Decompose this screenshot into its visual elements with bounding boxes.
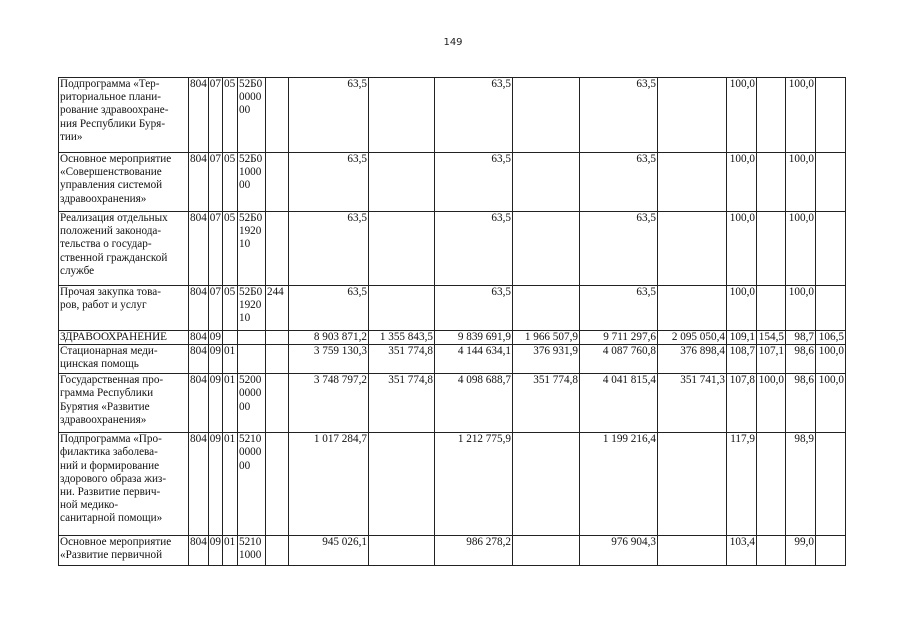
- cell-ministry: 804: [189, 78, 209, 153]
- cell-percent-1: 100,0: [726, 286, 756, 331]
- table-row: [59, 153, 846, 212]
- cell-vr: [265, 433, 288, 536]
- cell-target: [237, 345, 265, 374]
- cell-value-2: [368, 433, 434, 536]
- cell-percent-2: [756, 286, 785, 331]
- cell-value-4: 1 966 507,9: [512, 331, 579, 345]
- cell-value-5: 976 904,3: [579, 536, 657, 566]
- cell-ministry: 804: [189, 153, 209, 212]
- cell-subsection: 05: [222, 153, 237, 212]
- cell-percent-1: 100,0: [726, 212, 756, 286]
- cell-value-4: [512, 78, 579, 153]
- cell-value-5: 63,5: [579, 78, 657, 153]
- cell-value-6: [657, 286, 726, 331]
- cell-percent-4: [815, 78, 845, 153]
- cell-value-2: 351 774,8: [368, 374, 434, 433]
- cell-value-6: 351 741,3: [657, 374, 726, 433]
- cell-percent-3: 98,6: [785, 374, 815, 433]
- cell-subsection: 05: [222, 286, 237, 331]
- cell-percent-1: 117,9: [726, 433, 756, 536]
- cell-percent-2: 107,1: [756, 345, 785, 374]
- cell-value-4: [512, 433, 579, 536]
- cell-value-2: [368, 153, 434, 212]
- cell-ministry: 804: [189, 433, 209, 536]
- cell-target: 52Б0 1920 10: [237, 286, 265, 331]
- cell-subsection: 01: [222, 433, 237, 536]
- cell-target: 52Б0 1000 00: [237, 153, 265, 212]
- cell-percent-3: 100,0: [785, 212, 815, 286]
- cell-value-5: 63,5: [579, 286, 657, 331]
- cell-value-5: 63,5: [579, 212, 657, 286]
- cell-value-1: 8 903 871,2: [288, 331, 368, 345]
- cell-section: 07: [208, 78, 222, 153]
- page-number: 149: [443, 37, 463, 48]
- cell-name: Основное мероприятие «Совершенствование управления системой здравоохранения»: [59, 153, 189, 212]
- cell-value-3: 9 839 691,9: [434, 331, 512, 345]
- cell-target: [237, 331, 265, 345]
- cell-value-3: 4 144 634,1: [434, 345, 512, 374]
- cell-ministry: 804: [189, 345, 209, 374]
- cell-subsection: 01: [222, 374, 237, 433]
- cell-percent-3: 98,7: [785, 331, 815, 345]
- cell-section: 07: [208, 212, 222, 286]
- cell-value-6: [657, 153, 726, 212]
- cell-value-6: [657, 433, 726, 536]
- cell-ministry: 804: [189, 286, 209, 331]
- cell-value-6: 2 095 050,4: [657, 331, 726, 345]
- cell-value-4: 351 774,8: [512, 374, 579, 433]
- cell-subsection: 05: [222, 78, 237, 153]
- cell-percent-2: [756, 212, 785, 286]
- cell-percent-3: 98,9: [785, 433, 815, 536]
- cell-percent-4: 106,5: [815, 331, 845, 345]
- cell-percent-3: 100,0: [785, 153, 815, 212]
- cell-value-4: [512, 153, 579, 212]
- cell-percent-2: [756, 153, 785, 212]
- cell-value-4: [512, 212, 579, 286]
- cell-target: 52Б0 1920 10: [237, 212, 265, 286]
- cell-name: Реализация отдельных положений законода- тельства о государ- ственной гражданской службе: [59, 212, 189, 286]
- table-row: [59, 433, 846, 536]
- table-row: [59, 212, 846, 286]
- cell-percent-4: [815, 153, 845, 212]
- cell-percent-1: 103,4: [726, 536, 756, 566]
- cell-name: Подпрограмма «Тер- риториальное плани- рование здравоохране- ния Республики Буря- тии»: [59, 78, 189, 153]
- cell-percent-1: 108,7: [726, 345, 756, 374]
- cell-percent-2: 100,0: [756, 374, 785, 433]
- cell-value-2: [368, 78, 434, 153]
- cell-ministry: 804: [189, 212, 209, 286]
- cell-percent-2: 154,5: [756, 331, 785, 345]
- cell-value-6: [657, 536, 726, 566]
- cell-value-1: 945 026,1: [288, 536, 368, 566]
- cell-section: 09: [209, 331, 221, 343]
- budget-table: [58, 77, 846, 566]
- table-row: [59, 286, 846, 331]
- cell-value-3: 1 212 775,9: [434, 433, 512, 536]
- cell-percent-4: [815, 286, 845, 331]
- cell-value-5: 1 199 216,4: [579, 433, 657, 536]
- cell-section: 09: [208, 536, 222, 566]
- cell-percent-3: 98,6: [785, 345, 815, 374]
- cell-name: Государственная про- грамма Республики Бурятия «Развитие здравоохранения»: [59, 374, 189, 433]
- table-row: [59, 345, 846, 374]
- cell-value-5: 63,5: [579, 153, 657, 212]
- cell-target: 5200 0000 00: [237, 374, 265, 433]
- cell-value-1: 63,5: [288, 286, 368, 331]
- cell-section: 09: [208, 433, 222, 536]
- cell-value-3: 986 278,2: [434, 536, 512, 566]
- cell-target: 5210 1000: [237, 536, 265, 566]
- cell-vr: 244: [265, 286, 288, 331]
- cell-percent-1: 107,8: [726, 374, 756, 433]
- cell-value-2: [368, 536, 434, 566]
- cell-value-1: 1 017 284,7: [288, 433, 368, 536]
- cell-percent-3: 100,0: [785, 286, 815, 331]
- cell-percent-4: [815, 212, 845, 286]
- cell-value-3: 63,5: [434, 286, 512, 331]
- cell-percent-4: 100,0: [815, 374, 845, 433]
- cell-subsection: 05: [222, 212, 237, 286]
- cell-percent-4: [815, 536, 845, 566]
- cell-percent-1: 100,0: [726, 153, 756, 212]
- cell-section: 09: [208, 345, 222, 374]
- cell-value-3: 63,5: [434, 153, 512, 212]
- cell-vr: [265, 374, 288, 433]
- cell-vr: [265, 78, 288, 153]
- cell-percent-1: 100,0: [726, 78, 756, 153]
- cell-subsection: 01: [222, 536, 237, 566]
- cell-section: 09: [208, 374, 222, 433]
- cell-percent-2: [756, 536, 785, 566]
- cell-value-2: [368, 212, 434, 286]
- cell-value-6: [657, 212, 726, 286]
- cell-ministry: 804: [190, 331, 207, 343]
- cell-value-6: [657, 78, 726, 153]
- cell-value-3: 63,5: [434, 78, 512, 153]
- cell-name: Стационарная меди- цинская помощь: [59, 345, 189, 374]
- cell-percent-3: 100,0: [785, 78, 815, 153]
- cell-value-2: 351 774,8: [368, 345, 434, 374]
- cell-subsection: [222, 331, 237, 345]
- cell-section: 07: [208, 153, 222, 212]
- cell-name: Прочая закупка това- ров, работ и услуг: [59, 286, 189, 331]
- cell-percent-2: [756, 433, 785, 536]
- cell-ministry: 804: [189, 374, 209, 433]
- cell-percent-1: 109,1: [726, 331, 756, 345]
- cell-vr: [265, 345, 288, 374]
- cell-value-6: 376 898,4: [657, 345, 726, 374]
- cell-vr: [265, 212, 288, 286]
- cell-ministry: 804: [189, 536, 209, 566]
- cell-value-1: 63,5: [288, 78, 368, 153]
- cell-section: 07: [208, 286, 222, 331]
- cell-value-4: 376 931,9: [512, 345, 579, 374]
- table-row: [59, 78, 846, 153]
- cell-value-4: [512, 536, 579, 566]
- cell-vr: [265, 153, 288, 212]
- cell-percent-2: [756, 78, 785, 153]
- cell-target: 5210 0000 00: [237, 433, 265, 536]
- table-row: [59, 536, 846, 566]
- cell-value-1: 63,5: [288, 212, 368, 286]
- cell-value-1: 63,5: [288, 153, 368, 212]
- cell-percent-4: 100,0: [815, 345, 845, 374]
- cell-value-2: 1 355 843,5: [368, 331, 434, 345]
- cell-subsection: 01: [222, 345, 237, 374]
- cell-value-5: 9 711 297,6: [579, 331, 657, 345]
- cell-percent-4: [815, 433, 845, 536]
- cell-target: 52Б0 0000 00: [237, 78, 265, 153]
- cell-value-1: 3 759 130,3: [288, 345, 368, 374]
- table-row: [59, 331, 846, 345]
- cell-vr: [265, 331, 288, 345]
- cell-name: Основное мероприятие «Развитие первичной: [59, 536, 189, 566]
- cell-vr: [265, 536, 288, 566]
- cell-name: ЗДРАВООХРАНЕНИЕ: [59, 331, 189, 345]
- cell-value-1: 3 748 797,2: [288, 374, 368, 433]
- table-row: [59, 374, 846, 433]
- cell-value-2: [368, 286, 434, 331]
- cell-value-5: 4 041 815,4: [579, 374, 657, 433]
- cell-name: Подпрограмма «Про- филактика заболева- ний и формирование здорового образа жиз- ни. Развитие первич- ной медико- санитарной помощи»: [59, 433, 189, 536]
- cell-value-3: 4 098 688,7: [434, 374, 512, 433]
- cell-percent-3: 99,0: [785, 536, 815, 566]
- cell-value-3: 63,5: [434, 212, 512, 286]
- cell-value-5: 4 087 760,8: [579, 345, 657, 374]
- cell-value-4: [512, 286, 579, 331]
